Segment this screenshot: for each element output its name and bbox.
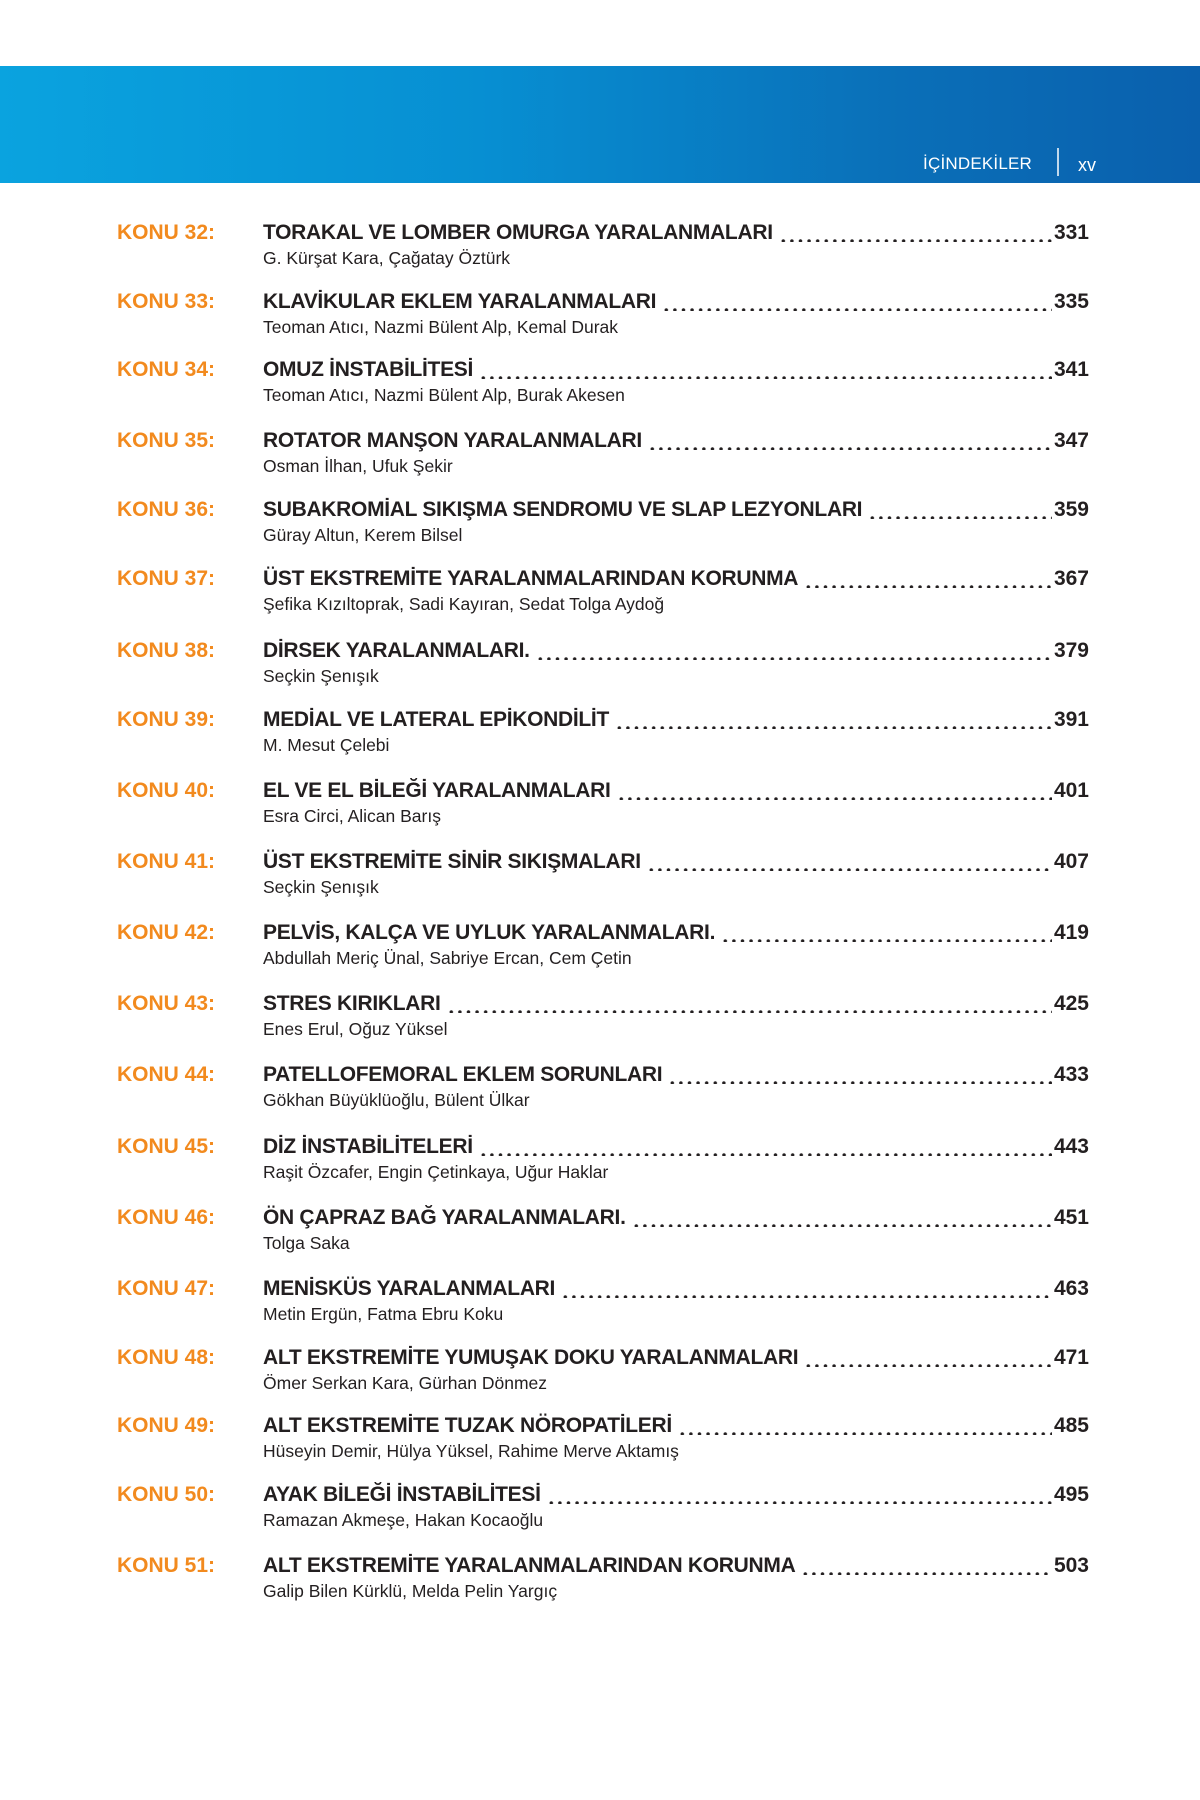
entry-line xyxy=(263,1134,1089,1160)
toc-entry[interactable] xyxy=(0,991,1200,1047)
entry-authors: Teoman Atıcı, Nazmi Bülent Alp, Kemal Durak xyxy=(263,317,619,337)
entry-authors: Hüseyin Demir, Hülya Yüksel, Rahime Merve Aktamış xyxy=(263,1441,679,1461)
entry-page: 379 xyxy=(1053,639,1089,662)
dot-leader xyxy=(804,1345,1052,1367)
entry-authors: Güray Altun, Kerem Bilsel xyxy=(263,525,463,545)
entry-label: KONU 36: xyxy=(117,498,216,521)
dot-leader xyxy=(801,1553,1052,1575)
dot-leader xyxy=(804,566,1052,588)
entry-authors: Osman İlhan, Ufuk Şekir xyxy=(263,456,453,476)
entry-authors: Ömer Serkan Kara, Gürhan Dönmez xyxy=(263,1373,548,1393)
entry-page: 495 xyxy=(1053,1483,1089,1506)
toc-entry[interactable] xyxy=(0,357,1200,413)
entry-label: KONU 38: xyxy=(117,639,216,662)
entry-page: 471 xyxy=(1053,1346,1089,1369)
entry-authors: Ramazan Akmeşe, Hakan Kocaoğlu xyxy=(263,1510,544,1530)
dot-leader xyxy=(668,1062,1052,1084)
dot-leader xyxy=(678,1413,1052,1435)
entry-line xyxy=(263,1205,1089,1231)
dot-leader xyxy=(547,1482,1052,1504)
entry-page: 335 xyxy=(1053,290,1089,313)
dot-leader xyxy=(479,1134,1052,1156)
entry-page: 451 xyxy=(1053,1206,1089,1229)
dot-leader xyxy=(662,289,1052,311)
entry-page: 347 xyxy=(1053,429,1089,452)
toc-entry[interactable] xyxy=(0,1205,1200,1261)
toc-entry[interactable] xyxy=(0,289,1200,345)
entry-title: ALT EKSTREMİTE YUMUŞAK DOKU YARALANMALARI xyxy=(263,1346,799,1369)
entry-page: 341 xyxy=(1053,358,1089,381)
toc-entry[interactable] xyxy=(0,1413,1200,1469)
entry-page: 503 xyxy=(1053,1554,1089,1577)
entry-authors: Gökhan Büyüklüoğlu, Bülent Ülkar xyxy=(263,1090,530,1110)
toc-entry[interactable] xyxy=(0,220,1200,276)
dot-leader xyxy=(721,920,1052,942)
entry-title: KLAVİKULAR EKLEM YARALANMALARI xyxy=(263,290,657,313)
entry-title: DİZ İNSTABİLİTELERİ xyxy=(263,1135,473,1158)
entry-line xyxy=(263,220,1089,246)
entry-authors: Şefika Kızıltoprak, Sadi Kayıran, Sedat Tolga Aydoğ xyxy=(263,594,665,614)
entry-label: KONU 48: xyxy=(117,1346,216,1369)
entry-title: OMUZ İNSTABİLİTESİ xyxy=(263,358,474,381)
entry-line xyxy=(263,638,1089,664)
toc-entry[interactable] xyxy=(0,920,1200,976)
entry-label: KONU 35: xyxy=(117,429,216,452)
dot-leader xyxy=(561,1276,1052,1298)
entry-authors: Seçkin Şenışık xyxy=(263,666,379,686)
entry-label: KONU 39: xyxy=(117,708,216,731)
entry-label: KONU 45: xyxy=(117,1135,216,1158)
entry-label: KONU 47: xyxy=(117,1277,216,1300)
entry-page: 443 xyxy=(1053,1135,1089,1158)
entry-title: EL VE EL BİLEĞİ YARALANMALARI xyxy=(263,779,611,802)
entry-authors: Metin Ergün, Fatma Ebru Koku xyxy=(263,1304,504,1324)
entry-page: 433 xyxy=(1053,1063,1089,1086)
entry-title: TORAKAL VE LOMBER OMURGA YARALANMALARI xyxy=(263,221,773,244)
dot-leader xyxy=(647,849,1052,871)
entry-line xyxy=(263,707,1089,733)
entry-authors: Esra Circi, Alican Barış xyxy=(263,806,441,826)
entry-authors: Teoman Atıcı, Nazmi Bülent Alp, Burak Akesen xyxy=(263,385,625,405)
entry-line xyxy=(263,289,1089,315)
toc-entry[interactable] xyxy=(0,566,1200,622)
entry-line xyxy=(263,1482,1089,1508)
entry-title: PELVİS, KALÇA VE UYLUK YARALANMALARI. xyxy=(263,921,716,944)
toc-entry[interactable] xyxy=(0,849,1200,905)
dot-leader xyxy=(447,991,1052,1013)
entry-title: ALT EKSTREMİTE TUZAK NÖROPATİLERİ xyxy=(263,1414,672,1437)
entry-page: 425 xyxy=(1053,992,1089,1015)
entry-line xyxy=(263,1062,1089,1088)
entry-page: 419 xyxy=(1053,921,1089,944)
entry-authors: M. Mesut Çelebi xyxy=(263,735,390,755)
entry-authors: Abdullah Meriç Ünal, Sabriye Ercan, Cem Çetin xyxy=(263,948,632,968)
dot-leader xyxy=(868,497,1052,519)
entry-line xyxy=(263,1276,1089,1302)
entry-title: PATELLOFEMORAL EKLEM SORUNLARI xyxy=(263,1063,663,1086)
entry-line xyxy=(263,849,1089,875)
entry-page: 401 xyxy=(1053,779,1089,802)
entry-title: ÜST EKSTREMİTE YARALANMALARINDAN KORUNMA xyxy=(263,567,799,590)
toc-entry[interactable] xyxy=(0,428,1200,484)
entry-page: 391 xyxy=(1053,708,1089,731)
toc-entry[interactable] xyxy=(0,707,1200,763)
dot-leader xyxy=(648,428,1052,450)
dot-leader xyxy=(479,357,1052,379)
entry-line xyxy=(263,497,1089,523)
entry-label: KONU 42: xyxy=(117,921,216,944)
dot-leader xyxy=(536,638,1052,660)
entry-authors: Seçkin Şenışık xyxy=(263,877,379,897)
toc-entry[interactable] xyxy=(0,1345,1200,1401)
toc-entry[interactable] xyxy=(0,638,1200,694)
entry-title: MEDİAL VE LATERAL EPİKONDİLİT xyxy=(263,708,609,731)
entry-label: KONU 33: xyxy=(117,290,216,313)
entry-title: DİRSEK YARALANMALARI. xyxy=(263,639,530,662)
entry-title: MENİSKÜS YARALANMALARI xyxy=(263,1277,556,1300)
entry-page: 359 xyxy=(1053,498,1089,521)
header-section-title: İÇİNDEKİLER xyxy=(923,154,1032,173)
entry-page: 407 xyxy=(1053,850,1089,873)
toc-entry[interactable] xyxy=(0,1276,1200,1332)
toc-entry[interactable] xyxy=(0,1134,1200,1190)
entry-line xyxy=(263,566,1089,592)
entry-label: KONU 51: xyxy=(117,1554,216,1577)
entry-title: AYAK BİLEĞİ İNSTABİLİTESİ xyxy=(263,1483,541,1506)
entry-line xyxy=(263,1553,1089,1579)
dot-leader xyxy=(617,778,1052,800)
toc-entry[interactable] xyxy=(0,1553,1200,1609)
entry-line xyxy=(263,357,1089,383)
entry-page: 367 xyxy=(1053,567,1089,590)
entry-label: KONU 40: xyxy=(117,779,216,802)
entry-title: ÜST EKSTREMİTE SİNİR SIKIŞMALARI xyxy=(263,850,641,873)
dot-leader xyxy=(615,707,1052,729)
entry-label: KONU 37: xyxy=(117,567,216,590)
entry-line xyxy=(263,1413,1089,1439)
entry-authors: Raşit Özcafer, Engin Çetinkaya, Uğur Haklar xyxy=(263,1162,609,1182)
entry-authors: G. Kürşat Kara, Çağatay Öztürk xyxy=(263,248,511,268)
entry-page: 463 xyxy=(1053,1277,1089,1300)
entry-label: KONU 32: xyxy=(117,221,216,244)
header-divider xyxy=(1057,148,1059,176)
toc-entry[interactable] xyxy=(0,1482,1200,1538)
entry-line xyxy=(263,428,1089,454)
dot-leader xyxy=(779,220,1052,242)
header-band xyxy=(0,66,1200,183)
entry-line xyxy=(263,1345,1089,1371)
entry-authors: Galip Bilen Kürklü, Melda Pelin Yargıç xyxy=(263,1581,558,1601)
header-page-number: xv xyxy=(1078,155,1096,175)
entry-title: SUBAKROMİAL SIKIŞMA SENDROMU VE SLAP LEZYONLARI xyxy=(263,498,863,521)
entry-page: 331 xyxy=(1053,221,1089,244)
entry-title: ÖN ÇAPRAZ BAĞ YARALANMALARI. xyxy=(263,1206,626,1229)
entry-authors: Tolga Saka xyxy=(263,1233,350,1253)
entry-label: KONU 46: xyxy=(117,1206,216,1229)
entry-title: ALT EKSTREMİTE YARALANMALARINDAN KORUNMA xyxy=(263,1554,796,1577)
toc-entry[interactable] xyxy=(0,497,1200,553)
entry-title: STRES KIRIKLARI xyxy=(263,992,441,1015)
entry-authors: Enes Erul, Oğuz Yüksel xyxy=(263,1019,448,1039)
toc-entry[interactable] xyxy=(0,1062,1200,1118)
dot-leader xyxy=(632,1205,1052,1227)
entry-line xyxy=(263,920,1089,946)
entry-label: KONU 44: xyxy=(117,1063,216,1086)
toc-entry[interactable] xyxy=(0,778,1200,834)
entry-title: ROTATOR MANŞON YARALANMALARI xyxy=(263,429,642,452)
entry-page: 485 xyxy=(1053,1414,1089,1437)
entry-line xyxy=(263,778,1089,804)
entry-label: KONU 50: xyxy=(117,1483,216,1506)
entry-label: KONU 43: xyxy=(117,992,216,1015)
entry-line xyxy=(263,991,1089,1017)
entry-label: KONU 49: xyxy=(117,1414,216,1437)
entry-label: KONU 34: xyxy=(117,358,216,381)
entry-label: KONU 41: xyxy=(117,850,216,873)
